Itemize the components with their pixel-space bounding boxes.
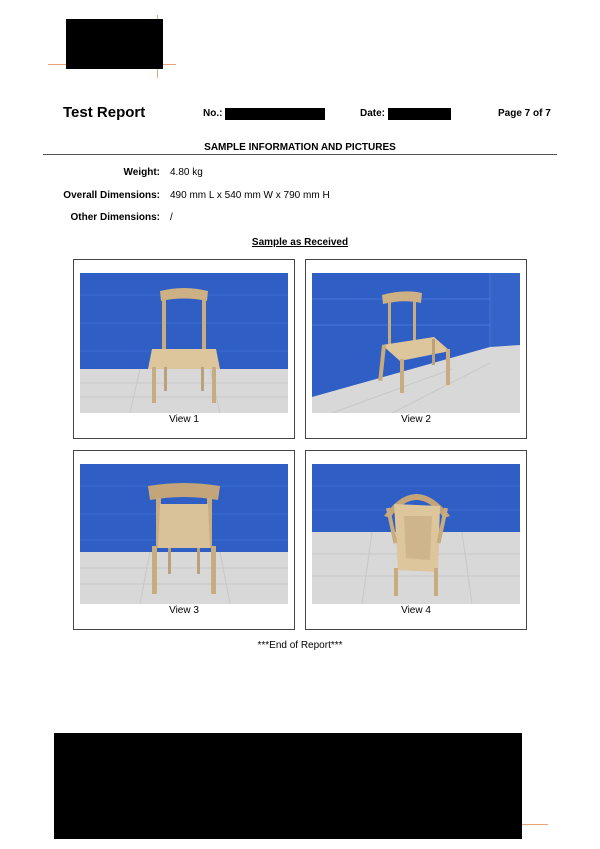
chair-photo-view-4 [312,464,520,604]
divider [43,154,557,155]
weight-label: Weight: [123,167,160,178]
photo-frame-view-4 [305,450,527,630]
report-title: Test Report [63,104,146,121]
caption-view-4: View 4 [401,605,431,616]
photo-frame-view-2 [305,259,527,439]
page-number: Page 7 of 7 [498,108,551,119]
caption-view-3: View 3 [169,605,199,616]
section-title: SAMPLE INFORMATION AND PICTURES [204,142,396,153]
other-dimensions-value: / [170,212,173,223]
photo-frame-view-3 [73,450,295,630]
redacted-footer [54,733,522,839]
redacted-report-number [225,108,325,120]
photo-frame-view-1 [73,259,295,439]
redacted-logo [66,19,163,69]
caption-view-1: View 1 [169,414,199,425]
chair-photo-view-3 [80,464,288,604]
caption-view-2: View 2 [401,414,431,425]
weight-value: 4.80 kg [170,167,203,178]
date-label: Date: [360,108,386,119]
redacted-date [388,108,451,120]
chair-photo-view-2 [312,273,520,413]
chair-photo-view-1 [80,273,288,413]
report-number-label: No.: [203,108,223,119]
sample-heading: Sample as Received [251,237,349,248]
overall-dimensions-label: Overall Dimensions: [63,190,160,201]
overall-dimensions-value: 490 mm L x 540 mm W x 790 mm H [170,190,330,201]
end-of-report: ***End of Report*** [257,640,343,651]
other-dimensions-label: Other Dimensions: [70,212,160,223]
